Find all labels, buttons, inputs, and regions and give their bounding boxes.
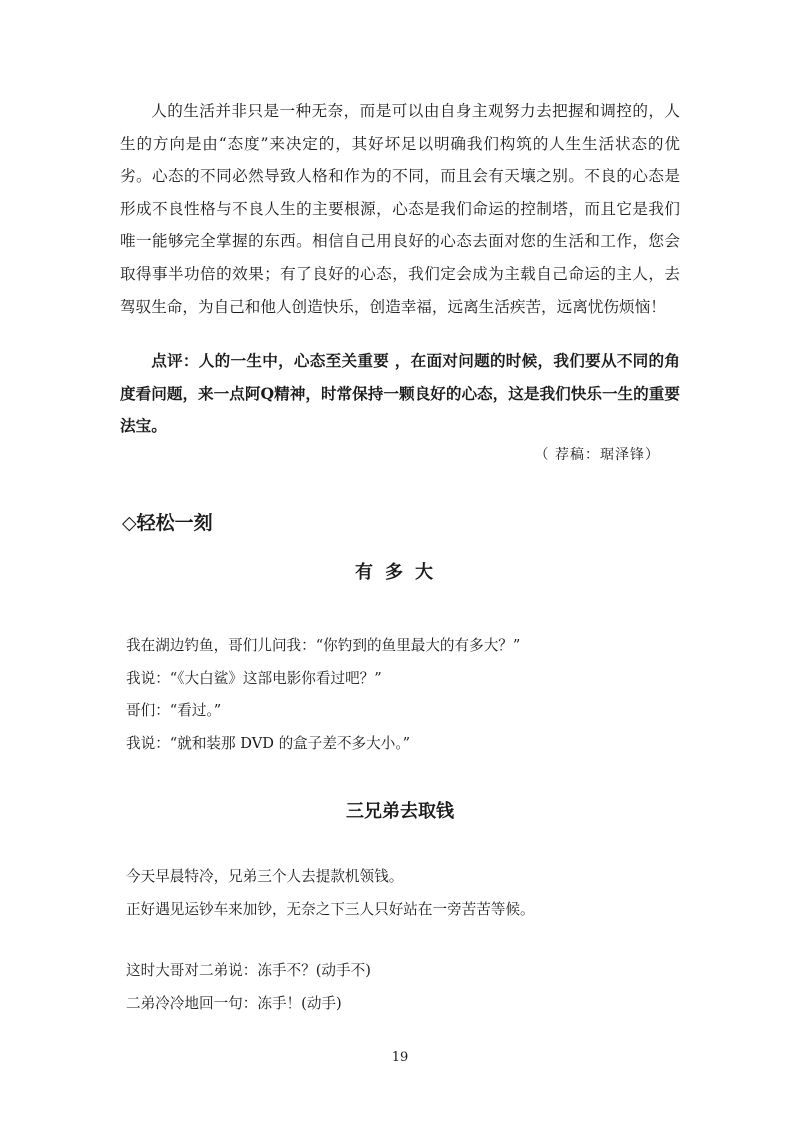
intro-paragraph: 人的生活并非只是一种无奈，而是可以由自身主观努力去把握和调控的，人生的方向是由“态度”来决定的，其好坏足以明确我们构筑的人生生活状态的优劣。心态的不同必然导致人格和作为的不同，而且会有天壤之别。不良的心态是形成不良性格与不良人生的主要根源，心态是我们命运的控制塔，而且它是我们唯一能够完全掌握的东西。相信自己用良好的心态去面对您的生活和工作，您会取得事半功倍的效果；有了良好的心态，我们定会成为主载自己命运的主人，去驾驭生命，为自己和他人创造快乐，创造幸福，远离生活疾苦，远离忧伤烦恼！ [120,102,680,316]
joke-line: 我说：“就和装那 DVD 的盒子差不多大小。” [126,734,411,752]
joke-line: 我在湖边钓鱼，哥们儿问我：“你钓到的鱼里最大的有多大？” [126,637,521,654]
joke-line: 二弟冷冷地回一句：冻手！(动手) [126,994,342,1012]
joke-line: 这时大哥对二弟说：冻手不？(动手不) [126,962,371,979]
joke-1-lines [126,630,686,760]
joke-line: 今天早晨特冷，兄弟三个人去提款机领钱。 [126,868,404,885]
section-heading: ◇轻松一刻 [122,512,213,534]
page-number: 19 [391,1050,409,1065]
joke-2-lines-part1 [126,861,686,926]
joke-title-1: 有多大 [355,562,445,583]
joke-title-2: 三兄弟去取钱 [346,801,454,822]
comment-paragraph: 点评：人的一生中，心态至关重要 ，在面对问题的时候，我们要从不同的角度看问题，来一点阿Q精神，时常保持一颗良好的心态，这是我们快乐一生的重要法宝。 [120,351,680,436]
joke-line: 我说：“《大白鲨》这部电影你看过吧？” [126,669,382,687]
joke-2-lines-part2 [126,955,686,1020]
joke-line: 哥们：“看过。” [126,702,222,719]
joke-line: 正好遇见运钞车来加钞，无奈之下三人只好站在一旁苦苦等候。 [126,900,535,918]
credit-line: （ 荐稿：琚泽锋） [534,447,660,463]
